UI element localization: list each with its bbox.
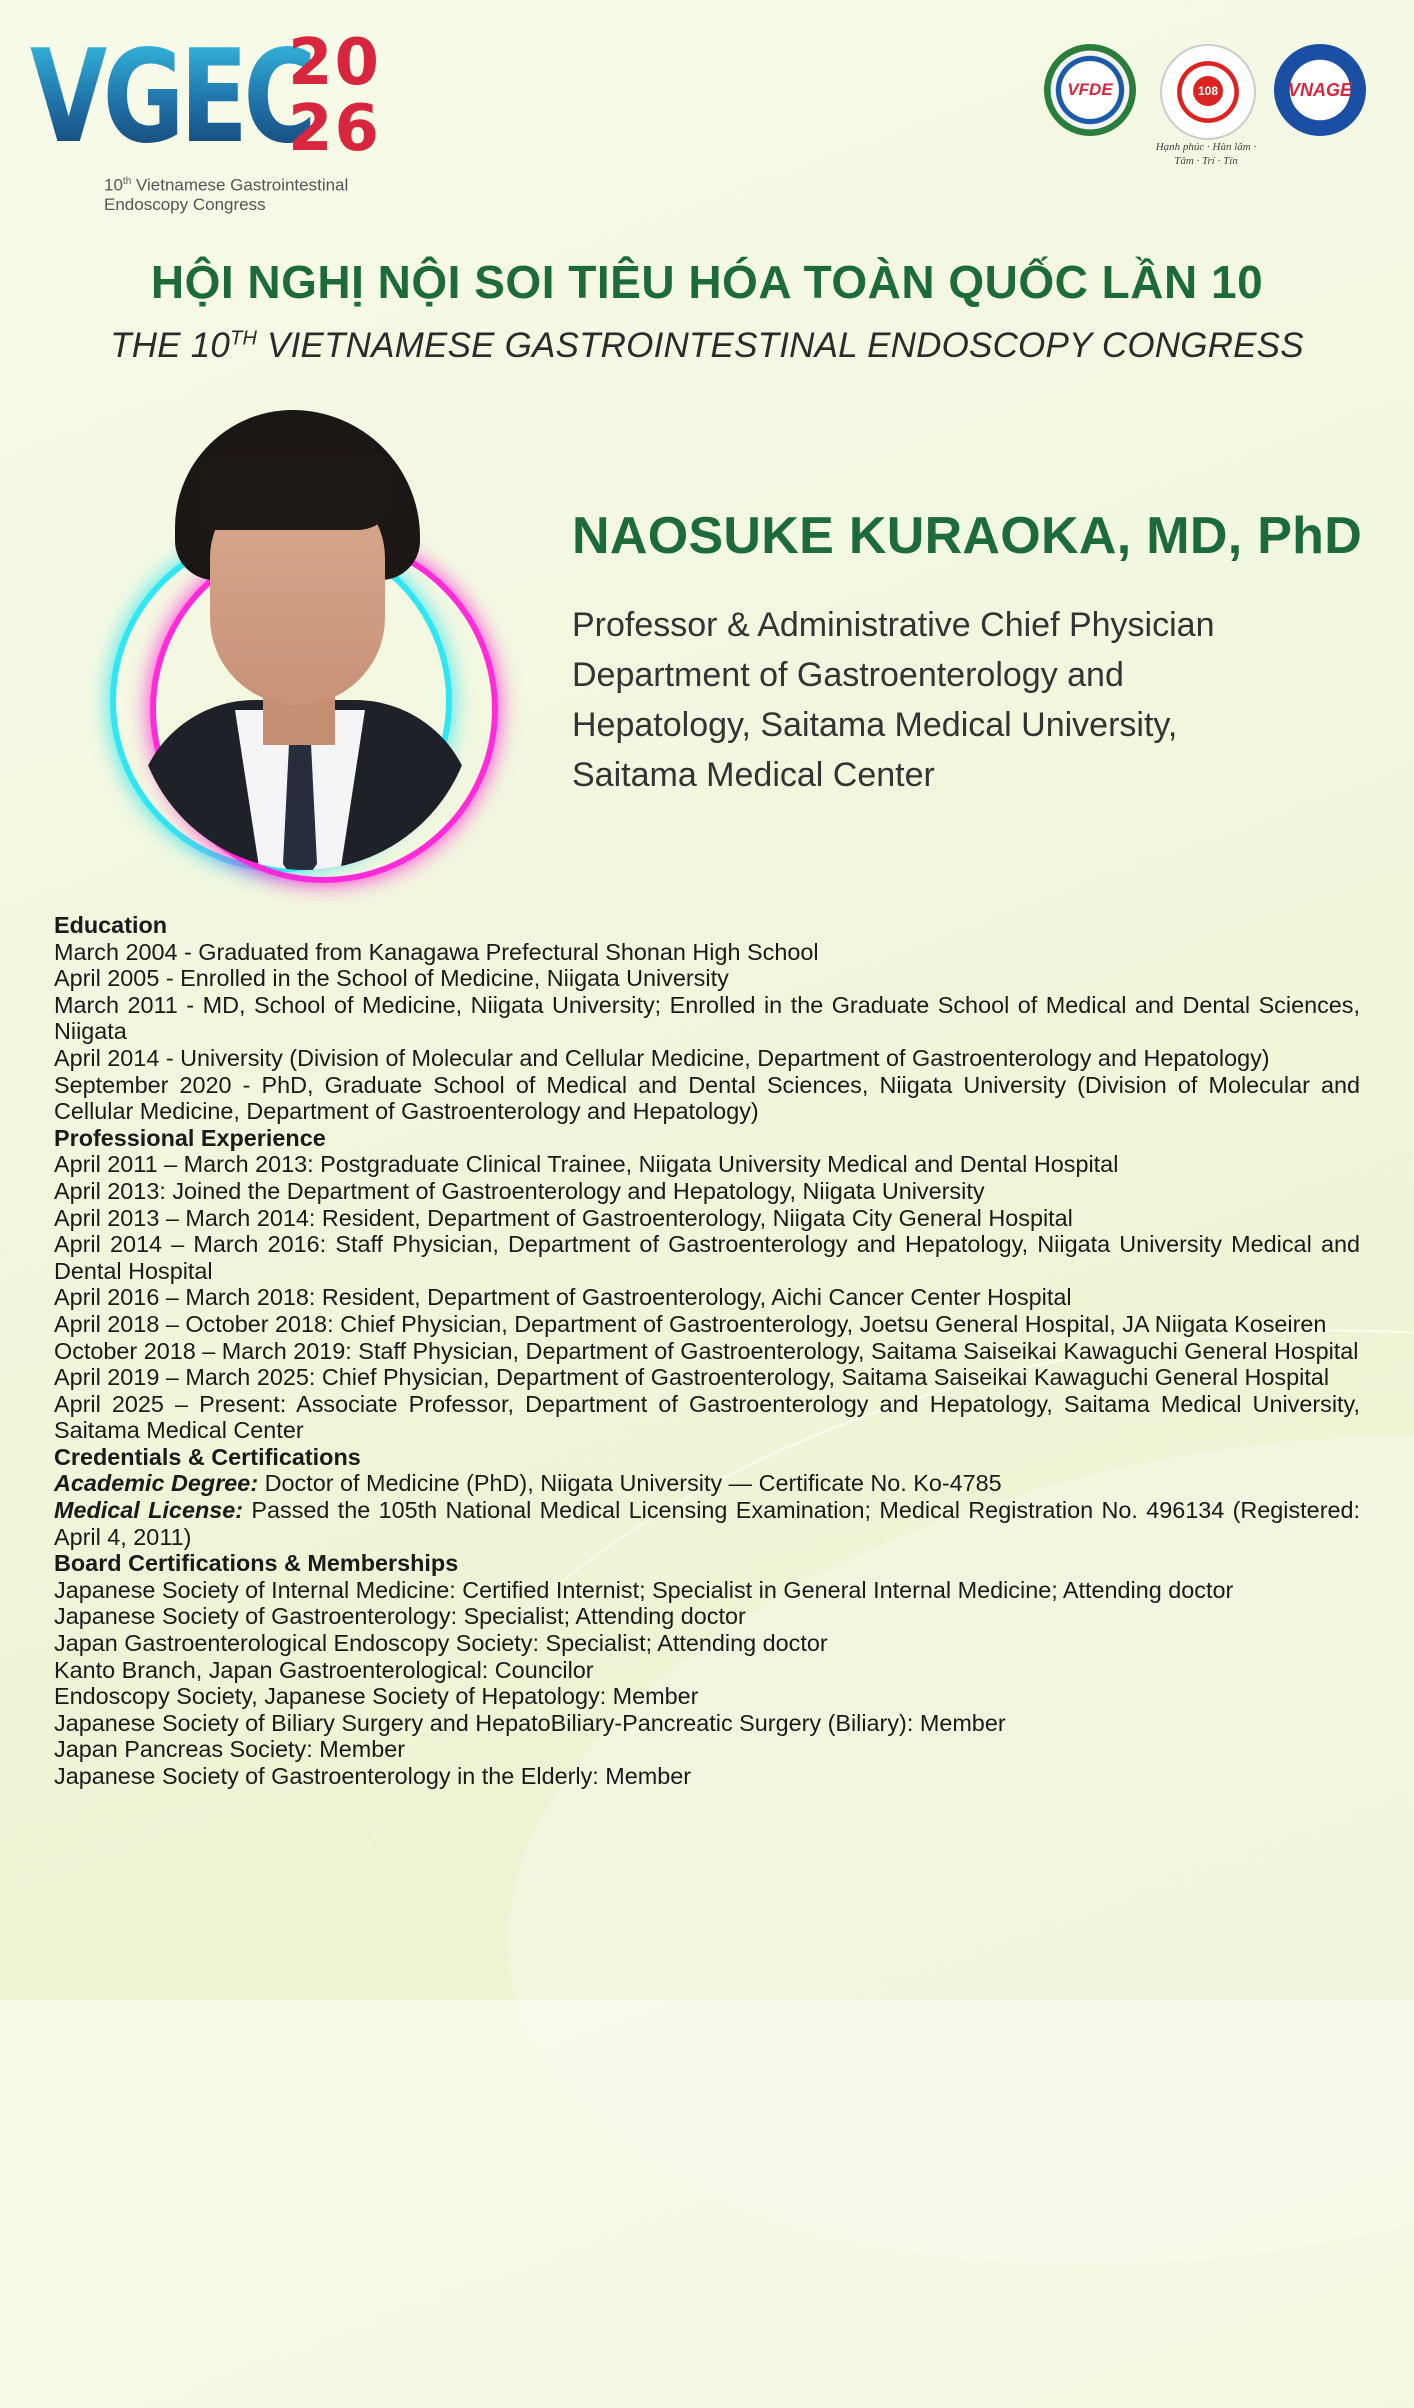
speaker-portrait xyxy=(135,410,475,870)
credential-item: Academic Degree: Doctor of Medicine (PhD), Niigata University — Certificate No. Ko-4785 xyxy=(54,1470,1002,1497)
board-item: Japan Pancreas Society: Member xyxy=(54,1736,406,1763)
vnage-logo: VNAGE xyxy=(1274,44,1366,136)
experience-item: October 2018 – March 2019: Staff Physician, Department of Gastroenterology, Saitama Saiseikai Kawaguchi General Hospital xyxy=(54,1337,1359,1364)
experience-item: April 2018 – October 2018: Chief Physician, Department of Gastroenterology, Joetsu General Hospital, JA Niigata Koseiren xyxy=(54,1310,1327,1337)
logo-subtitle: 10th Vietnamese Gastrointestinal Endoscopy Congress xyxy=(104,175,349,214)
experience-item: April 2014 – March 2016: Staff Physician, Department of Gastroenterology and Hepatology, Niigata University Medical and Dental Hospital xyxy=(54,1231,1360,1284)
congress-logo xyxy=(30,23,410,218)
board-item: Japanese Society of Biliary Surgery and HepatoBiliary-Pancreatic Surgery (Biliary): Member xyxy=(54,1709,1006,1736)
logo-year: 20 26 xyxy=(288,26,382,166)
credential-item: Medical License: Passed the 105th National Medical Licensing Examination; Medical Registration No. 496134 (Registered: April 4, 2011) xyxy=(54,1497,1360,1550)
education-item: March 2011 - MD, School of Medicine, Niigata University; Enrolled in the Graduate School of Medical and Dental Sciences, Niigata xyxy=(54,991,1360,1045)
board-item: Kanto Branch, Japan Gastroenterological: Councilor xyxy=(54,1656,594,1683)
experience-item: April 2016 – March 2018: Resident, Department of Gastroenterology, Aichi Cancer Center Hospital xyxy=(54,1284,1072,1311)
education-item: September 2020 - PhD, Graduate School of Medical and Dental Sciences, Niigata University (Division of Molecular and Cellular Medicine, Department of Gastroenterology and Hepatology) xyxy=(54,1071,1360,1125)
experience-item: April 2025 – Present: Associate Professor, Department of Gastroenterology and Hepatology, Saitama Medical University, Saitama Medical Center xyxy=(54,1390,1360,1444)
experience-item: April 2011 – March 2013: Postgraduate Clinical Trainee, Niigata University Medical and Dental Hospital xyxy=(54,1151,1119,1178)
experience-heading: Professional Experience xyxy=(54,1124,326,1151)
education-item: April 2005 - Enrolled in the School of Medicine, Niigata University xyxy=(54,965,729,992)
vfde-logo: VFDE xyxy=(1044,44,1136,136)
education-item: March 2004 - Graduated from Kanagawa Prefectural Shonan High School xyxy=(54,938,819,965)
board-item: Japanese Society of Gastroenterology: Specialist; Attending doctor xyxy=(54,1603,746,1630)
experience-item: April 2019 – March 2025: Chief Physician, Department of Gastroenterology, Saitama Saiseikai Kawaguchi General Hospital xyxy=(54,1364,1330,1391)
speaker-bio xyxy=(54,912,1360,1790)
education-heading: Education xyxy=(54,912,168,938)
boards-heading: Board Certifications & Memberships xyxy=(54,1550,459,1577)
hospital-108-logo: 108 xyxy=(1160,44,1256,140)
board-item: Endoscopy Society, Japanese Society of Hepatology: Member xyxy=(54,1683,699,1710)
board-item: Japanese Society of Gastroenterology in the Elderly: Member xyxy=(54,1763,692,1789)
speaker-role: Professor & Administrative Chief Physician Department of Gastroenterology and Hepatology, Saitama Medical University, Saitama Medical Center xyxy=(572,606,1215,794)
credentials-heading: Credentials & Certifications xyxy=(54,1443,361,1470)
congress-title-english: THE 10TH VIETNAMESE GASTROINTESTINAL ENDOSCOPY CONGRESS xyxy=(110,326,1304,365)
education-item: April 2014 - University (Division of Molecular and Cellular Medicine, Department of Gastroenterology and Hepatology) xyxy=(54,1044,1270,1071)
logo-brand: VGEC xyxy=(30,23,312,172)
congress-title-vietnamese: HỘI NGHỊ NỘI SOI TIÊU HÓA TOÀN QUỐC LẦN 10 xyxy=(150,256,1264,308)
hospital-108-motto: Hạnh phúc · Hàn lâm · Tâm · Trí · Tín xyxy=(1155,141,1257,167)
board-item: Japan Gastroenterological Endoscopy Society: Specialist; Attending doctor xyxy=(54,1630,828,1657)
experience-item: April 2013: Joined the Department of Gastroenterology and Hepatology, Niigata University xyxy=(54,1177,985,1204)
experience-item: April 2013 – March 2014: Resident, Department of Gastroenterology, Niigata City General Hospital xyxy=(54,1204,1073,1231)
board-item: Japanese Society of Internal Medicine: Certified Internist; Specialist in General Internal Medicine; Attending doctor xyxy=(54,1576,1234,1603)
speaker-name: NAOSUKE KURAOKA, MD, PhD xyxy=(572,507,1363,565)
